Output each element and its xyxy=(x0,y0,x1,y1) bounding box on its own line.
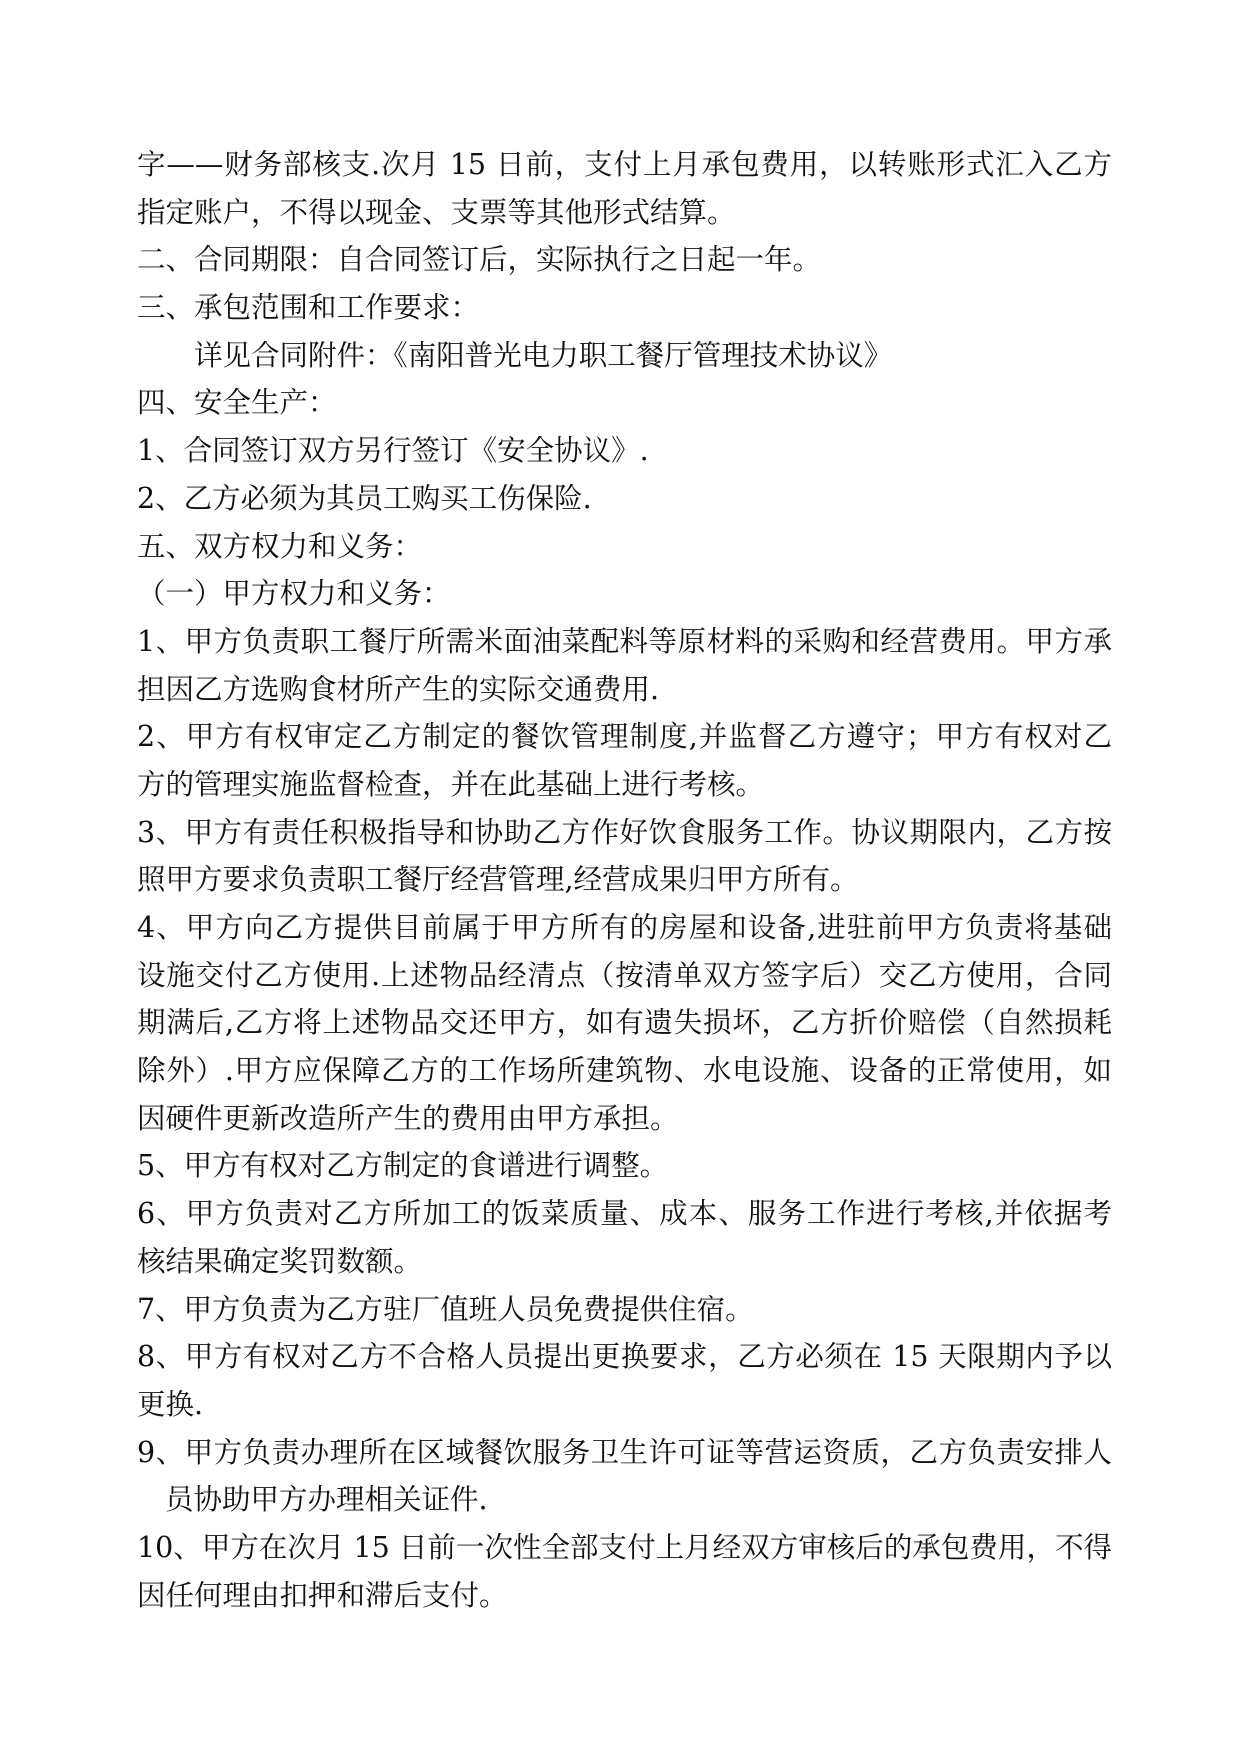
text-line: 4、甲方向乙方提供目前属于甲方所有的房屋和设备,进驻前甲方负责将基础 xyxy=(137,911,1112,944)
text-line: 6、甲方负责对乙方所加工的饭菜质量、成本、服务工作进行考核,并依据考 xyxy=(137,1197,1112,1231)
text-line: 除外）.甲方应保障乙方的工作场所建筑物、水电设施、设备的正常使用，如 xyxy=(137,1054,1112,1088)
section-heading: 二、合同期限：自合同签订后，实际执行之日起一年。 xyxy=(137,243,822,277)
text-line: 更换. xyxy=(137,1387,204,1421)
text-line: 3、甲方有责任积极指导和协助乙方作好饮食服务工作。协议期限内，乙方按 xyxy=(137,815,1112,849)
text-line: 2、乙方必须为其员工购买工伤保险. xyxy=(137,481,592,515)
text-line: 照甲方要求负责职工餐厅经营管理,经营成果归甲方所有。 xyxy=(137,863,859,897)
text-line: 10、甲方在次月 15 日前一次性全部支付上月经双方审核后的承包费用，不得 xyxy=(137,1530,1112,1564)
text-line: 担因乙方选购食材所产生的实际交通费用. xyxy=(137,672,660,706)
text-line: 1、甲方负责职工餐厅所需米面油菜配料等原材料的采购和经营费用。甲方承 xyxy=(137,624,1112,658)
text-line: 设施交付乙方使用.上述物品经清点（按清单双方签字后）交乙方使用，合同 xyxy=(137,958,1112,992)
section-heading: 四、安全生产： xyxy=(137,386,337,420)
text-line: 1、合同签订双方另行签订《安全协议》. xyxy=(137,434,649,468)
text-line: 指定账户，不得以现金、支票等其他形式结算。 xyxy=(137,195,736,229)
text-line: 核结果确定奖罚数额。 xyxy=(137,1244,423,1278)
section-heading: 三、承包范围和工作要求： xyxy=(137,291,480,325)
subsection-heading: （一）甲方权力和义务： xyxy=(137,577,451,611)
text-line: 9、甲方负责办理所在区域餐饮服务卫生许可证等营运资质，乙方负责安排人 xyxy=(137,1435,1112,1469)
text-line: 员协助甲方办理相关证件. xyxy=(165,1483,488,1517)
text-line: 字——财务部核支.次月 15 日前，支付上月承包费用，以转账形式汇入乙方 xyxy=(137,148,1112,181)
text-line: 5、甲方有权对乙方制定的食谱进行调整。 xyxy=(137,1149,669,1183)
text-line: 8、甲方有权对乙方不合格人员提出更换要求，乙方必须在 15 天限期内予以 xyxy=(137,1340,1112,1374)
document-body xyxy=(137,141,1112,1619)
text-line: 详见合同附件：《南阳普光电力职工餐厅管理技术协议》 xyxy=(194,338,893,372)
text-line: 期满后,乙方将上述物品交还甲方，如有遗失损坏，乙方折价赔偿（自然损耗 xyxy=(137,1006,1112,1040)
text-line: 因硬件更新改造所产生的费用由甲方承担。 xyxy=(137,1101,679,1135)
text-line: 7、甲方负责为乙方驻厂值班人员免费提供住宿。 xyxy=(137,1292,754,1326)
text-line: 因任何理由扣押和滞后支付。 xyxy=(137,1578,508,1612)
text-line: 方的管理实施监督检查，并在此基础上进行考核。 xyxy=(137,767,765,801)
section-heading: 五、双方权力和义务： xyxy=(137,529,423,563)
text-line: 2、甲方有权审定乙方制定的餐饮管理制度,并监督乙方遵守；甲方有权对乙 xyxy=(137,720,1112,754)
